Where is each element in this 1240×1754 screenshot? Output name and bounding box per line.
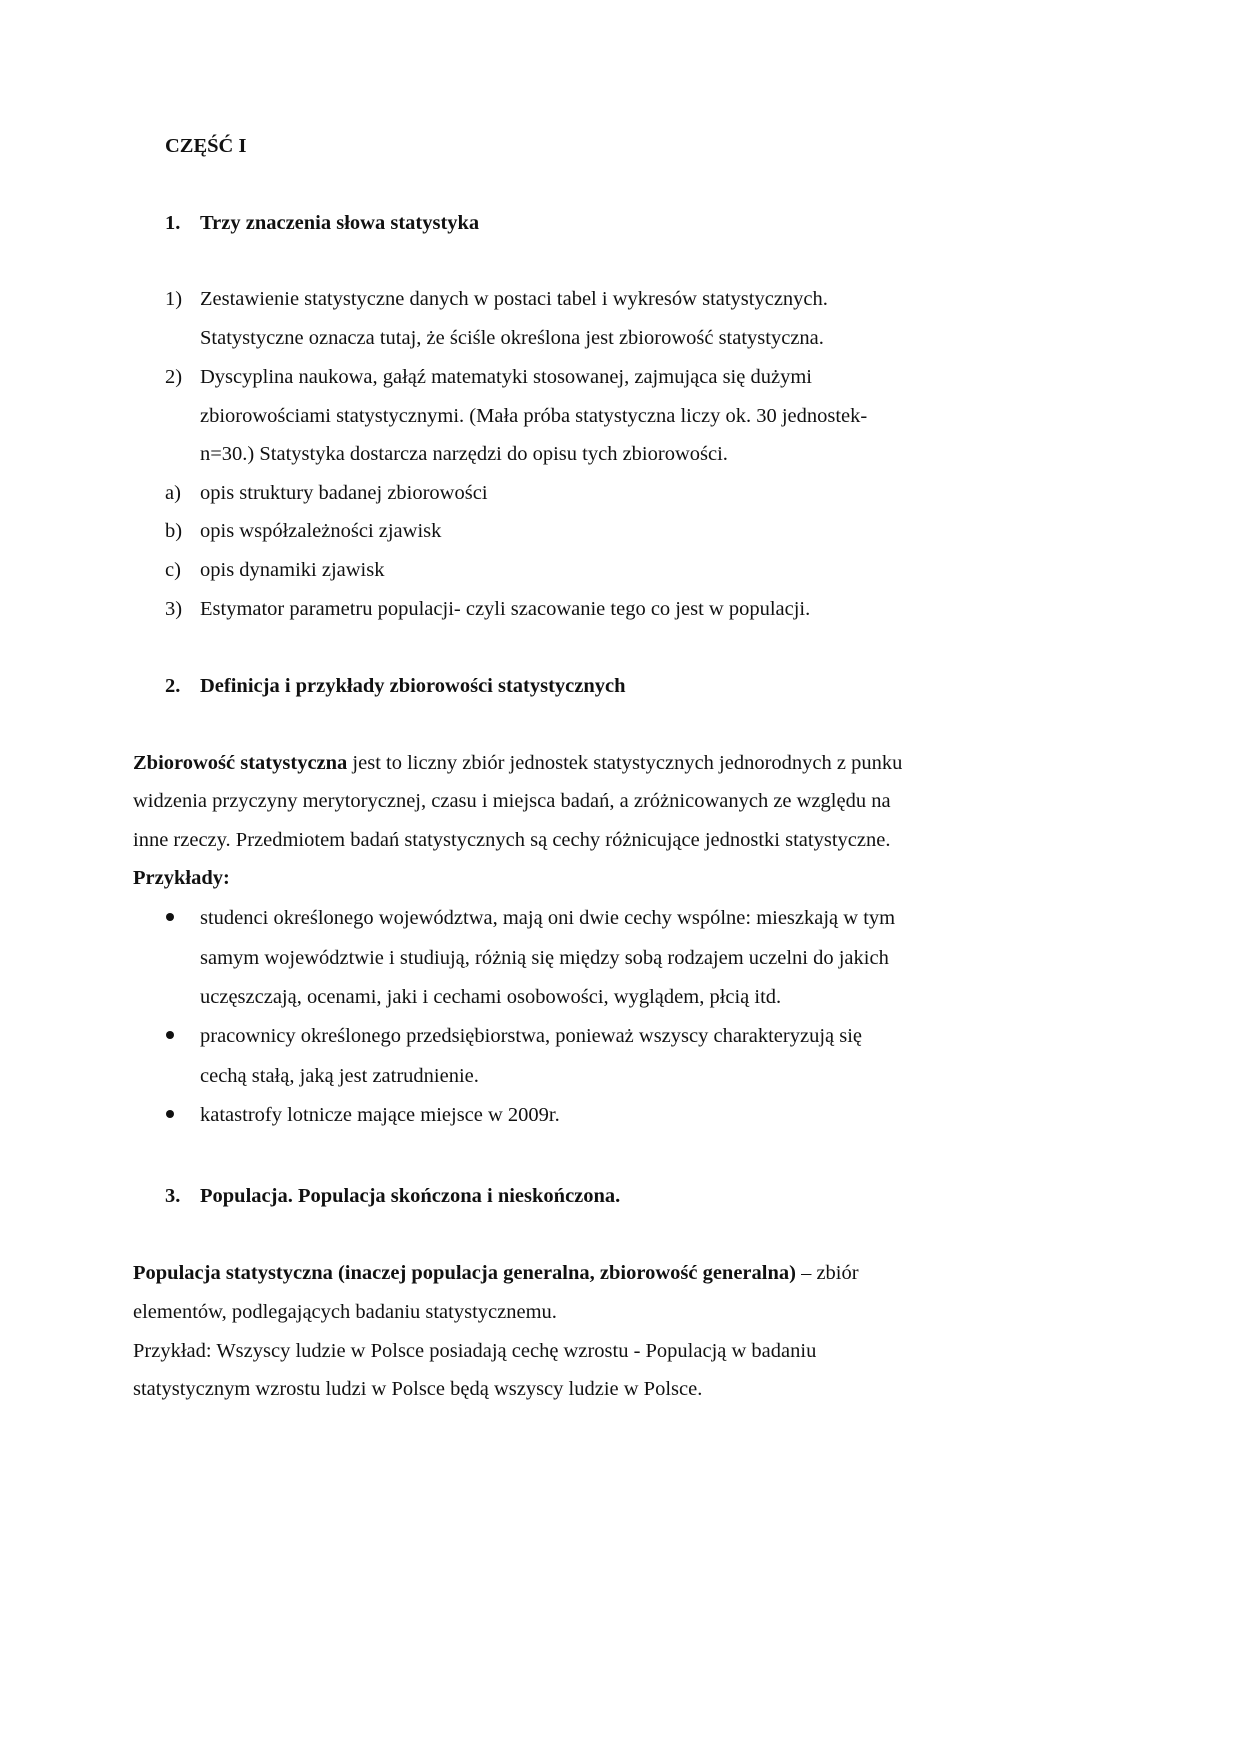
list-marker: c) [165, 559, 181, 581]
definition-line [133, 1261, 859, 1285]
examples-label: Przykłady: [133, 867, 230, 889]
list-item-line: Estymator parametru populacji- czyli szacowanie tego co jest w populacji. [200, 598, 811, 620]
bullet-line: pracownicy określonego przedsiębiorstwa, ponieważ wszyscy charakteryzują się [200, 1025, 863, 1047]
definition-line: widzenia przyczyny merytorycznej, czasu i miejsca badań, a zróżnicowanych ze względu na [133, 790, 891, 812]
section-heading: Definicja i przykłady zbiorowości statystycznych [200, 675, 626, 697]
definition-line [133, 751, 902, 775]
list-item-line: opis dynamiki zjawisk [200, 559, 385, 581]
list-marker: 2) [165, 366, 183, 388]
list-item-line: opis współzależności zjawisk [200, 520, 442, 542]
list-marker: 1) [165, 288, 183, 310]
section-number: 3. [165, 1185, 181, 1207]
bullet-line: studenci określonego województwa, mają oni dwie cechy wspólne: mieszkają w tym [200, 907, 896, 929]
part-title: CZĘŚĆ I [165, 135, 247, 157]
bullet-line: cechą stałą, jaką jest zatrudnienie. [200, 1065, 479, 1087]
bullet-line: katastrofy lotnicze mające miejsce w 2009r. [200, 1104, 560, 1126]
section-number: 2. [165, 675, 181, 697]
bullet-icon [166, 913, 174, 921]
definition-term: Populacja statystyczna (inaczej populacja generalna, zbiorowość generalna) [133, 1262, 796, 1284]
list-marker: b) [165, 520, 183, 542]
bullet-line: uczęszczają, ocenami, jaki i cechami osobowości, wyglądem, płcią itd. [200, 986, 782, 1008]
definition-line: elementów, podlegających badaniu statystycznemu. [133, 1301, 557, 1323]
list-item-line: Zestawienie statystyczne danych w postaci tabel i wykresów statystycznych. [200, 288, 828, 310]
list-item-line: Statystyczne oznacza tutaj, że ściśle określona jest zbiorowość statystyczna. [200, 327, 824, 349]
example-line: Przykład: Wszyscy ludzie w Polsce posiadają cechę wzrostu - Populacją w badaniu [133, 1340, 817, 1362]
section-number: 1. [165, 212, 181, 234]
definition-text: – zbiór [795, 1262, 859, 1284]
bullet-icon [166, 1031, 174, 1039]
list-item-line: opis struktury badanej zbiorowości [200, 482, 488, 504]
list-marker: 3) [165, 598, 183, 620]
list-item-line: n=30.) Statystyka dostarcza narzędzi do opisu tych zbiorowości. [200, 443, 728, 465]
section-heading: Trzy znaczenia słowa statystyka [200, 212, 480, 234]
definition-text: jest to liczny zbiór jednostek statystycznych jednorodnych z punku [347, 752, 903, 774]
definition-term: Zbiorowość statystyczna [133, 752, 348, 774]
list-item-line: zbiorowościami statystycznymi. (Mała próba statystyczna liczy ok. 30 jednostek- [200, 405, 868, 427]
section-heading: Populacja. Populacja skończona i nieskończona. [200, 1185, 621, 1207]
list-item-line: Dyscyplina naukowa, gałąź matematyki stosowanej, zajmująca się dużymi [200, 366, 812, 388]
list-marker: a) [165, 482, 181, 504]
example-line: statystycznym wzrostu ludzi w Polsce będą wszyscy ludzie w Polsce. [133, 1378, 703, 1400]
bullet-icon [166, 1110, 174, 1118]
definition-line: inne rzeczy. Przedmiotem badań statystycznych są cechy różnicujące jednostki statystyczne. [133, 829, 891, 851]
bullet-line: samym województwie i studiują, różnią się między sobą rodzajem uczelni do jakich [200, 947, 889, 969]
